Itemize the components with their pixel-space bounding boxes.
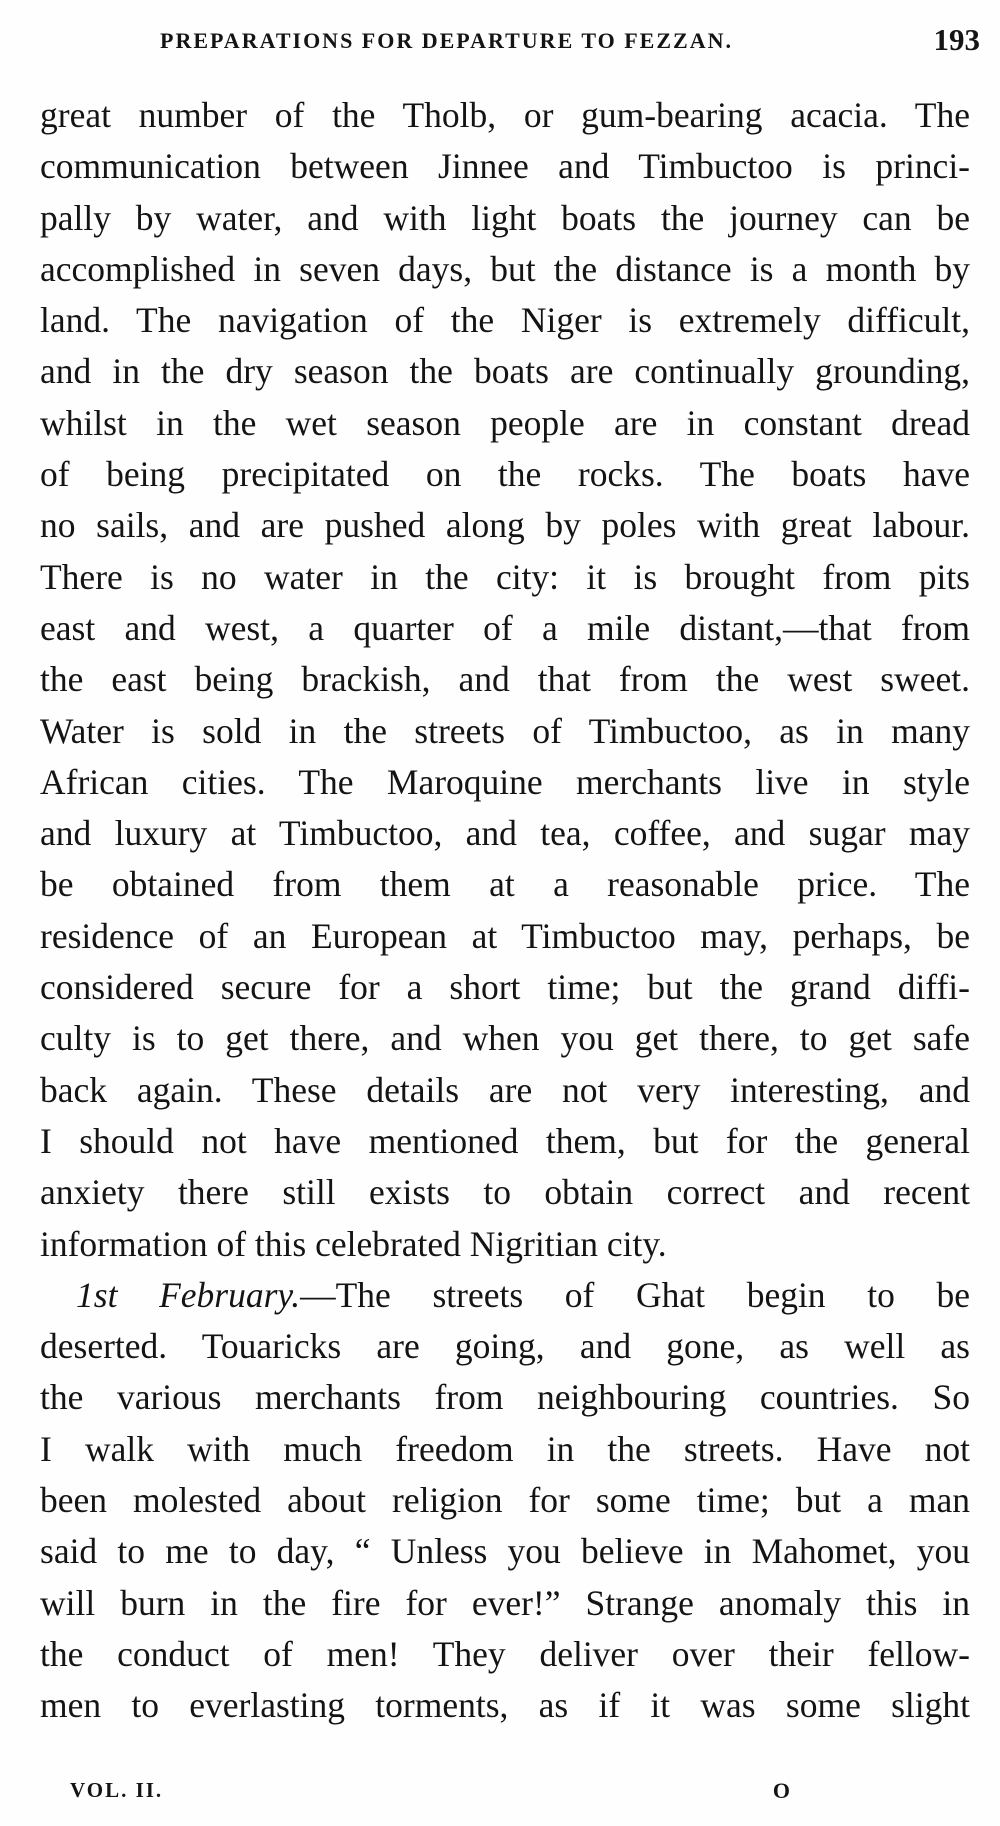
- text-line: I should not have mentioned them, but for the general: [40, 1120, 970, 1161]
- text-line: said to me to day, “ Unless you believe in Mahomet, you: [40, 1531, 970, 1572]
- text-line: accomplished in seven days, but the distance is a month by: [40, 248, 970, 289]
- text-line: deserted. Touaricks are going, and gone, as well as: [40, 1326, 970, 1367]
- text-line: considered secure for a short time; but the grand diffi-: [40, 967, 970, 1008]
- text-line: and in the dry season the boats are continually grounding,: [40, 351, 970, 392]
- text-line: will burn in the fire for ever!” Strange anomaly this in: [40, 1582, 970, 1623]
- page-header: [160, 22, 980, 62]
- text-line: land. The navigation of the Niger is extremely difficult,: [40, 300, 970, 341]
- text-line: anxiety there still exists to obtain correct and recent: [40, 1172, 970, 1213]
- text-line: I walk with much freedom in the streets. Have not: [40, 1428, 970, 1469]
- text-line: There is no water in the city: it is brought from pits: [40, 556, 970, 597]
- text-line: east and west, a quarter of a mile distant,—that from: [40, 607, 970, 648]
- page-number: 193: [933, 22, 980, 57]
- dateline-line: [40, 1270, 970, 1321]
- text-line: the conduct of men! They deliver over their fellow-: [40, 1633, 970, 1674]
- text-line: of being precipitated on the rocks. The boats have: [40, 454, 970, 495]
- paragraph-2: [40, 1270, 970, 1732]
- text-line: no sails, and are pushed along by poles with great labour.: [40, 505, 970, 546]
- body-text: [40, 90, 970, 1732]
- dateline: 1st February.: [76, 1274, 301, 1315]
- text-line: great number of the Tholb, or gum-bearing acacia. The: [40, 95, 970, 135]
- text-line: Water is sold in the streets of Timbuctoo, as in many: [40, 710, 970, 751]
- volume-label: VOL. II.: [70, 1778, 164, 1802]
- text-line: the east being brackish, and that from the west sweet.: [40, 659, 970, 700]
- running-head: PREPARATIONS FOR DEPARTURE TO FEZZAN.: [160, 28, 733, 53]
- text-line: be obtained from them at a reasonable price. The: [40, 864, 970, 905]
- text-line: back again. These details are not very interesting, and: [40, 1069, 970, 1110]
- text-line: the various merchants from neighbouring countries. So: [40, 1377, 970, 1418]
- text-line: and luxury at Timbuctoo, and tea, coffee, and sugar may: [40, 813, 970, 854]
- page-footer: [70, 1778, 790, 1814]
- paragraph-1: [40, 90, 970, 1270]
- dateline-rest: —The streets of Ghat begin to be: [300, 1274, 970, 1315]
- text-line: culty is to get there, and when you get there, to get safe: [40, 1018, 970, 1059]
- text-line: been molested about religion for some time; but a man: [40, 1480, 970, 1521]
- text-line: men to everlasting torments, as if it was some slight: [40, 1685, 970, 1726]
- signature-mark: O: [772, 1778, 790, 1803]
- text-line: information of this celebrated Nigritian city.: [40, 1223, 667, 1264]
- text-line: residence of an European at Timbuctoo may, perhaps, be: [40, 915, 970, 956]
- text-line: whilst in the wet season people are in constant dread: [40, 402, 970, 443]
- text-line: African cities. The Maroquine merchants live in style: [40, 761, 970, 802]
- text-line: communication between Jinnee and Timbuctoo is princi-: [40, 146, 970, 187]
- text-line: pally by water, and with light boats the journey can be: [40, 197, 970, 238]
